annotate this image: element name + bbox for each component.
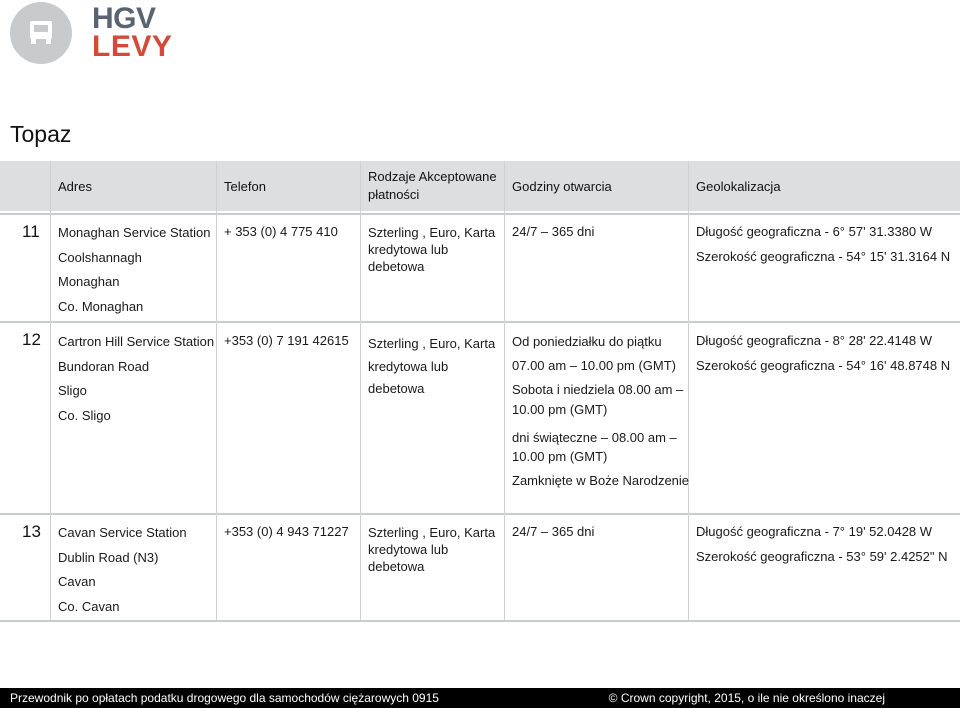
station-address	[58, 333, 214, 431]
station-address	[58, 524, 187, 622]
station-number: 13	[22, 522, 41, 541]
geo-longitude: Długość geograficzna - 8° 28' 22.4148 W	[696, 333, 933, 348]
station-number: 12	[22, 330, 41, 349]
geo-longitude: Długość geograficzna - 7° 19' 52.0428 W	[696, 524, 933, 539]
station-payment	[368, 333, 495, 401]
address-line: Co. Sligo	[58, 407, 111, 423]
station-hours: 24/7 – 365 dni	[512, 524, 595, 539]
brand-hgv: HGV	[92, 2, 156, 35]
hgv-levy-logo	[10, 2, 173, 64]
station-payment	[368, 524, 495, 575]
address-line: Monaghan Service Station	[58, 225, 211, 240]
payment-line: kredytowa lub	[368, 542, 449, 557]
address-line: Co. Cavan	[58, 598, 120, 614]
hours-line: Od poniedziałku do piątku	[512, 334, 662, 349]
brand-levy: LEVY	[92, 30, 173, 63]
page-title: Topaz	[10, 121, 72, 147]
payment-line: kredytowa lub	[368, 242, 449, 257]
address-line: Cavan	[58, 574, 96, 589]
truck-icon	[25, 17, 57, 49]
station-geo	[696, 224, 950, 264]
header-geo: Geolokalizacja	[696, 178, 781, 194]
row-divider	[0, 513, 960, 515]
header-phone: Telefon	[224, 178, 266, 194]
geo-latitude: Szerokość geograficzna - 54° 15' 31.3164 N	[696, 249, 951, 264]
geo-latitude: Szerokość geograficzna - 53° 59' 2.4252" N	[696, 549, 948, 564]
geo-longitude: Długość geograficzna - 6° 57' 31.3380 W	[696, 224, 933, 239]
footer-guide-title: Przewodnik po opłatach podatku drogowego dla samochodów ciężarowych 0915	[10, 691, 439, 705]
address-line: Bundoran Road	[58, 358, 150, 374]
station-geo	[696, 524, 948, 564]
hours-line: dni świąteczne – 08.00 am –	[512, 430, 677, 445]
header-address: Adres	[58, 178, 92, 194]
hours-line: Zamknięte w Boże Narodzenie	[512, 473, 690, 488]
column-divider	[216, 161, 217, 621]
header-payment-line1: Rodzaje Akceptowane	[368, 169, 497, 184]
payment-line: kredytowa lub	[368, 358, 449, 374]
station-number: 11	[22, 222, 40, 241]
station-hours: 24/7 – 365 dni	[512, 224, 595, 239]
address-line: Sligo	[58, 383, 87, 398]
station-phone: + 353 (0) 4 775 410	[224, 224, 338, 239]
station-phone: +353 (0) 4 943 71227	[224, 524, 349, 539]
station-payment	[368, 224, 495, 275]
header-hours: Godziny otwarcia	[512, 178, 612, 194]
payment-line: Szterling , Euro, Karta	[368, 336, 496, 351]
header-payment	[368, 161, 497, 211]
row-divider	[0, 213, 960, 215]
hours-line: 10.00 pm (GMT)	[512, 449, 608, 464]
address-line: Co. Monaghan	[58, 298, 144, 314]
payment-line: debetowa	[368, 559, 425, 574]
geo-latitude: Szerokość geograficzna - 54° 16' 48.8748 N	[696, 358, 951, 373]
column-divider	[360, 161, 361, 621]
address-line: Coolshannagh	[58, 249, 142, 265]
column-divider	[50, 161, 51, 621]
table-header	[0, 161, 960, 211]
hours-line: Sobota i niedziela 08.00 am –	[512, 382, 684, 397]
address-line: Cartron Hill Service Station	[58, 334, 215, 349]
footer-bar	[0, 688, 960, 708]
station-phone: +353 (0) 7 191 42615	[224, 333, 349, 348]
header-payment-line2: płatności	[368, 187, 420, 202]
address-line: Monaghan	[58, 274, 120, 289]
payment-line: Szterling , Euro, Karta	[368, 225, 496, 240]
footer-copyright: © Crown copyright, 2015, o ile nie określono inaczej	[608, 691, 885, 705]
hours-line: 10.00 pm (GMT)	[512, 402, 608, 417]
address-line: Cavan Service Station	[58, 525, 187, 540]
payment-line: debetowa	[368, 381, 425, 396]
payment-line: debetowa	[368, 259, 425, 274]
column-divider	[504, 161, 505, 621]
payment-line: Szterling , Euro, Karta	[368, 525, 496, 540]
station-address	[58, 224, 210, 322]
station-hours	[512, 333, 689, 490]
station-geo	[696, 333, 950, 373]
address-line: Dublin Road (N3)	[58, 549, 159, 565]
hours-line: 07.00 am – 10.00 pm (GMT)	[512, 358, 677, 373]
